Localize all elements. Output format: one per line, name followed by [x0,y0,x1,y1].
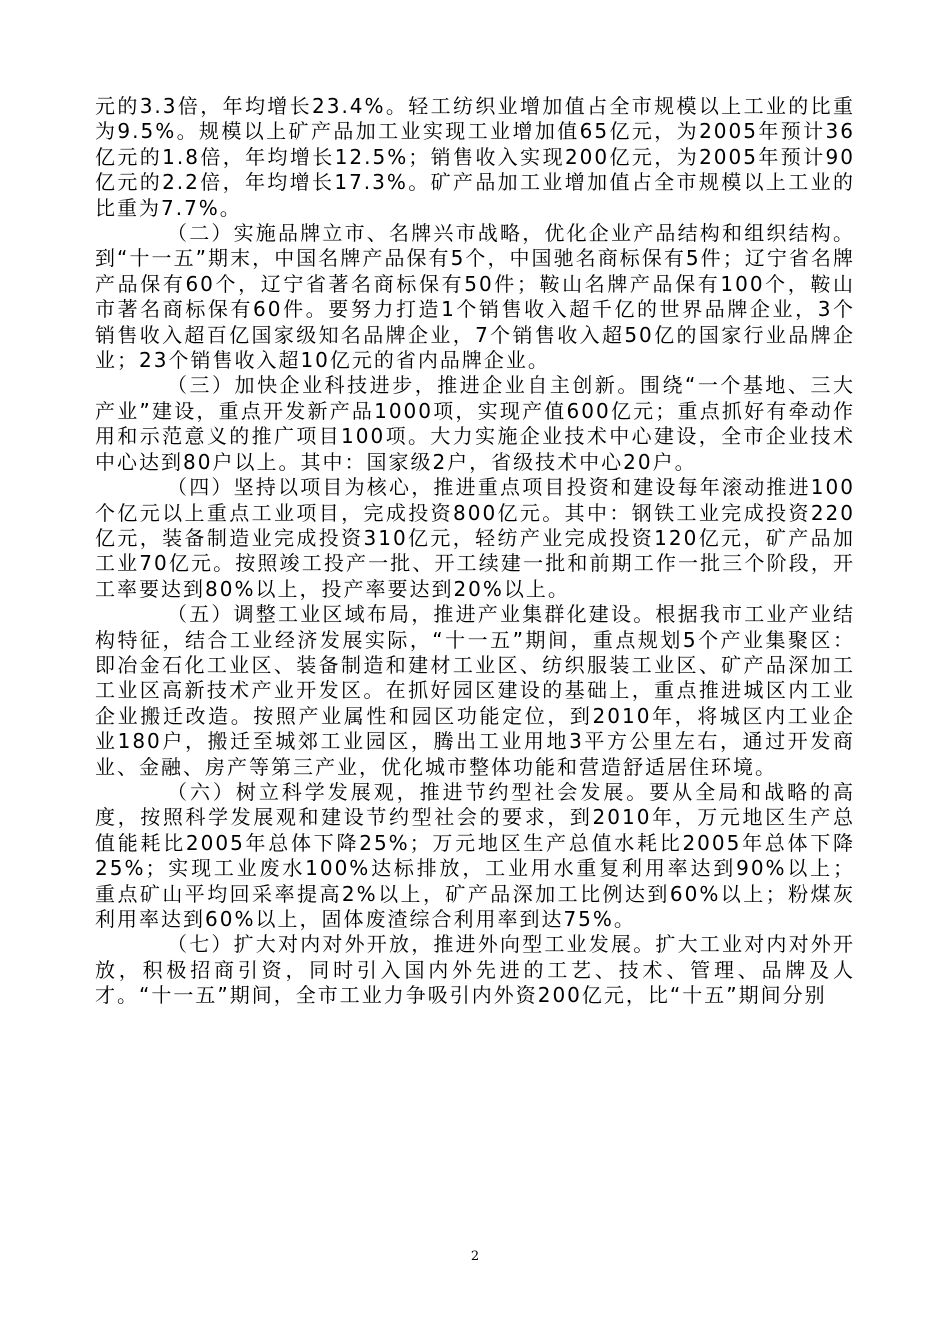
paragraph-brand-strategy: （二）实施品牌立市、名牌兴市战略，优化企业产品结构和组织结构。到“十一五”期末，中国名牌产品保有5个，中国驰名商标保有5件；辽宁省名牌产品保有60个，辽宁省著名商标保有50件；鞍山名牌产品保有100个，鞍山市著名商标保有60件。要努力打造1个销售收入超千亿的世界品牌企业，3个销售收入超百亿国家级知名品牌企业，7个销售收入超50亿的国家行业品牌企业；23个销售收入超10亿元的省内品牌企业。 [95,221,855,373]
paragraph-key-projects: （四）坚持以项目为核心，推进重点项目投资和建设每年滚动推进100个亿元以上重点工业项目，完成投资800亿元。其中：钢铁工业完成投资220亿元，装备制造业完成投资310亿元，轻纺产业完成投资120亿元，矿产品加工业70亿元。按照竣工投产一批、开工续建一批和前期工作一批三个阶段，开工率要达到80%以上，投产率要达到20%以上。 [95,475,855,601]
paragraph-conservation: （六）树立科学发展观，推进节约型社会发展。要从全局和战略的高度，按照科学发展观和建设节约型社会的要求，到2010年，万元地区生产总值能耗比2005年总体下降25%；万元地区生产总值水耗比2005年总体下降25%；实现工业废水100%达标排放，工业用水重复利用率达到90%以上；重点矿山平均回采率提高2%以上，矿产品深加工比例达到60%以上；粉煤灰利用率达到60%以上，固体废渣综合利用率到达75%。 [95,779,855,931]
paragraph-tech-progress: （三）加快企业科技进步，推进企业自主创新。围绕“一个基地、三大产业”建设，重点开发新产品1000项，实现产值600亿元；重点抓好有牵动作用和示范意义的推广项目100项。大力实施企业技术中心建设，全市企业技术中心达到80户以上。其中：国家级2户，省级技术中心20户。 [95,373,855,474]
paragraph-regional-layout: （五）调整工业区域布局，推进产业集群化建设。根据我市工业产业结构特征，结合工业经济发展实际，“十一五”期间，重点规划5个产业集聚区：即冶金石化工业区、装备制造和建材工业区、纺织服装工业区、矿产品深加工工业区高新技术产业开发区。在抓好园区建设的基础上，重点推进城区内工业企业搬迁改造。按照产业属性和园区功能定位，到2010年，将城区内工业企业180户，搬迁至城郊工业园区，腾出工业用地3平方公里左右，通过开发商业、金融、房产等第三产业，优化城市整体功能和营造舒适居住环境。 [95,602,855,779]
page-number: 2 [470,1249,480,1264]
document-body [95,94,855,1009]
paragraph-continuation: 元的3.3倍，年均增长23.4%。轻工纺织业增加值占全市规模以上工业的比重为9.5%。规模以上矿产品加工业实现工业增加值65亿元，为2005年预计36亿元的1.8倍，年均增长12.5%；销售收入实现200亿元，为2005年预计90亿元的2.2倍，年均增长17.3%。矿产品加工业增加值占全市规模以上工业的比重为7.7%。 [95,94,855,220]
paragraph-opening-up: （七）扩大对内对外开放，推进外向型工业发展。扩大工业对内对外开放，积极招商引资，同时引入国内外先进的工艺、技术、管理、品牌及人才。“十一五”期间，全市工业力争吸引内外资200亿元，比“十五”期间分别 [95,932,855,1008]
